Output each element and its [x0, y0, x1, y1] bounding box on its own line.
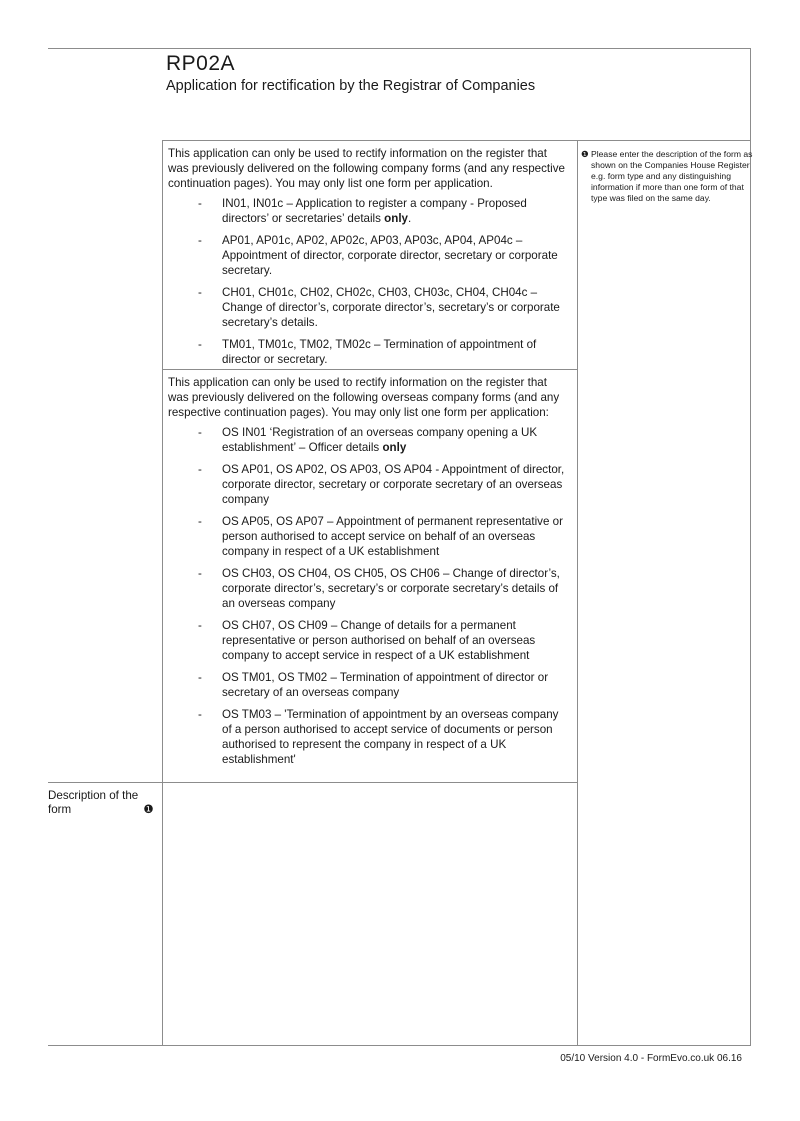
- side-note-top-rule: [577, 140, 751, 141]
- list-item: - CH01, CH01c, CH02, CH02c, CH03, CH03c, CH04, CH04c – Change of director’s, corporate director’s, secretary’s or corporate secretary’s details.: [198, 286, 560, 329]
- section1-list: [168, 196, 570, 367]
- list-item: - OS IN01 ‘Registration of an overseas company opening a UK establishment’ – Officer details only: [198, 426, 538, 454]
- list-item: - IN01, IN01c – Application to register a company - Proposed directors’ or secretaries’ details only.: [198, 197, 527, 225]
- description-label: Description of the form ❶: [48, 789, 154, 816]
- section1-top-rule: [162, 140, 578, 141]
- list-item: - TM01, TM01c, TM02, TM02c – Termination of appointment of director or secretary.: [198, 338, 537, 366]
- list-item: - OS TM01, OS TM02 – Termination of appointment of director or secretary of an overseas company: [198, 671, 549, 699]
- list-item: - AP01, AP01c, AP02, AP02c, AP03, AP03c, AP04, AP04c – Appointment of director, corporate director, secretary or corporate secretary.: [198, 234, 558, 277]
- list-item: - OS CH07, OS CH09 – Change of details for a permanent representative or person authorised on behalf of an overseas company to accept service in respect of a UK establishment: [198, 619, 536, 662]
- section-company-forms: [168, 146, 570, 374]
- section2-intro: This application can only be used to rectify information on the register that was previously delivered on the following overseas company forms (and any respective continuation pages). You may only list one form per application:: [168, 376, 560, 419]
- list-item: - OS TM03 – 'Termination of appointment by an overseas company of a person authorised to accept service of documents or person authorised to represent the company in respect of a UK establishment': [198, 708, 559, 766]
- section1-intro: This application can only be used to rectify information on the register that was previously delivered on the following company forms (and any respective continuation pages). You may only list one form per application.: [168, 147, 565, 190]
- description-input[interactable]: [165, 783, 577, 1045]
- list-item: - OS AP01, OS AP02, OS AP03, OS AP04 - Appointment of director, corporate director, secretary or corporate secretary of an overseas company: [198, 463, 565, 506]
- bottom-rule: [48, 1045, 751, 1046]
- footer-version: 05/10 Version 4.0 - FormEvo.co.uk 06.16: [560, 1053, 742, 1064]
- content-right-rule: [577, 140, 578, 1046]
- content-left-rule: [162, 140, 163, 1046]
- note-marker-icon: ❶: [581, 149, 589, 159]
- form-title: Application for rectification by the Registrar of Companies: [166, 78, 536, 94]
- section-overseas-forms: [168, 375, 570, 774]
- note-marker-icon: ❶: [143, 803, 154, 816]
- section2-list: [168, 425, 570, 767]
- side-note: [581, 149, 753, 204]
- list-item: - OS AP05, OS AP07 – Appointment of permanent representative or person authorised to accept service on behalf of an overseas company in respect of a UK establishment: [198, 515, 563, 558]
- top-rule: [48, 48, 751, 49]
- list-item: - OS CH03, OS CH04, OS CH05, OS CH06 – Change of director’s, corporate director’s, secretary’s or corporate secretary’s details of an overseas company: [198, 567, 560, 610]
- side-note-text: Please enter the description of the form as shown on the Companies House Register e.g. form type and any distinguishing information if more than one form of that type was filed on the same day.: [591, 149, 753, 203]
- form-code: RP02A: [166, 52, 236, 75]
